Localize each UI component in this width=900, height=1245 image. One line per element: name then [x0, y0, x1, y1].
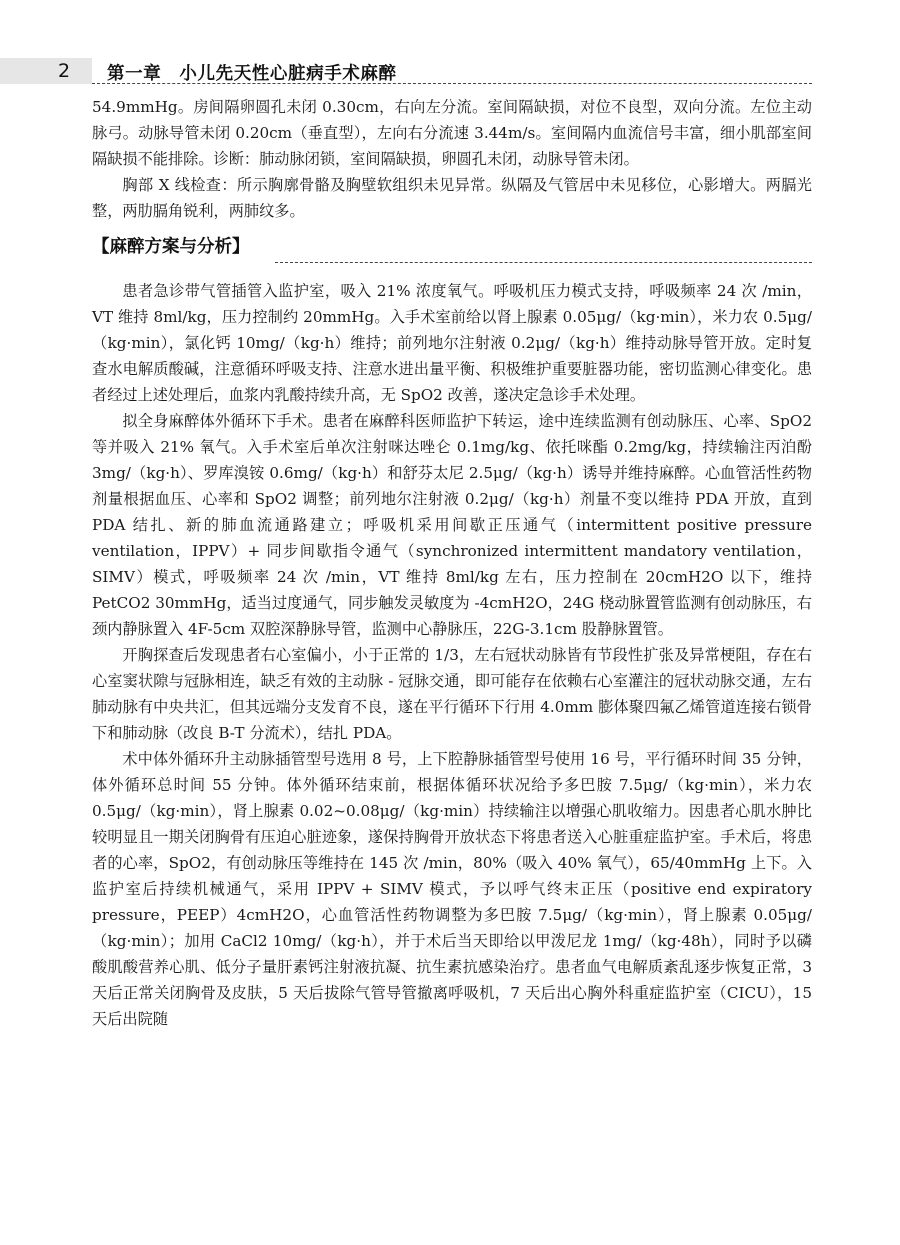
section-dashed-rule	[275, 262, 812, 263]
body-text	[92, 94, 812, 1032]
section-heading	[92, 232, 812, 264]
page-number-box	[0, 58, 92, 84]
paragraph-chest-xray: 胸部 X 线检查：所示胸廓骨骼及胸壁软组织未见异常。纵隔及气管居中未见移位，心影增大。两膈光整，两肋膈角锐利，两肺纹多。	[92, 176, 812, 220]
paragraph-echo-findings: 54.9mmHg。房间隔卵圆孔未闭 0.30cm，右向左分流。室间隔缺损，对位不良型，双向分流。左位主动脉弓。动脉导管未闭 0.20cm（垂直型），左向右分流速 3.44m/s。室间隔内血流信号丰富，细小肌部室间隔缺损不能排除。诊断：肺动脉闭锁，室间隔缺损，卵圆孔未闭，动脉导管未闭。	[92, 98, 812, 168]
paragraph-anesthesia-plan: 拟全身麻醉体外循环下手术。患者在麻醉科医师监护下转运，途中连续监测有创动脉压、心率、SpO2 等并吸入 21% 氧气。入手术室后单次注射咪达唑仑 0.1mg/kg、依托咪酯 0.2mg/kg，持续输注丙泊酚 3mg/（kg·h）、罗库溴铵 0.6mg/（kg·h）和舒芬太尼 2.5μg/（kg·h）诱导并维持麻醉。心血管活性药物剂量根据血压、心率和 SpO2 调整；前列地尔注射液 0.2μg/（kg·h）剂量不变以维持 PDA 开放，直到 PDA 结扎、新的肺血流通路建立；呼吸机采用间歇正压通气（intermittent positive pressure ventilation，IPPV）+ 同步间歇指令通气（synchronized intermittent mandatory ventilation，SIMV）模式，呼吸频率 24 次 /min，VT 维持 8ml/kg 左右，压力控制在 20cmH2O 以下，维持 PetCO2 30mmHg，适当过度通气，同步触发灵敏度为 -4cmH2O，24G 桡动脉置管监测有创动脉压，右颈内静脉置入 4F-5cm 双腔深静脉导管，监测中心静脉压，22G-3.1cm 股静脉置管。	[92, 412, 812, 638]
paragraph-preop-icu: 患者急诊带气管插管入监护室，吸入 21% 浓度氧气。呼吸机压力模式支持，呼吸频率 24 次 /min，VT 维持 8ml/kg，压力控制约 20mmHg。入手术室前给以肾上腺素 0.05μg/（kg·min），米力农 0.5μg/（kg·min），氯化钙 10mg/（kg·h）维持；前列地尔注射液 0.2μg/（kg·h）维持动脉导管开放。定时复查水电解质酸碱，注意循环呼吸支持、注意水进出量平衡、积极维护重要脏器功能，密切监测心律变化。患者经过上述处理后，血浆内乳酸持续升高，无 SpO2 改善，遂决定急诊手术处理。	[92, 282, 812, 404]
paragraph-intraop-postop: 术中体外循环升主动脉插管型号选用 8 号，上下腔静脉插管型号使用 16 号，平行循环时间 35 分钟，体外循环总时间 55 分钟。体外循环结束前，根据体循环状况给予多巴胺 7.5μg/（kg·min），米力农 0.5μg/（kg·min），肾上腺素 0.02~0.08μg/（kg·min）持续输注以增强心肌收缩力。因患者心肌水肿比较明显且一期关闭胸骨有压迫心脏迹象，遂保持胸骨开放状态下将患者送入心脏重症监护室。手术后，将患者的心率，SpO2，有创动脉压等维持在 145 次 /min，80%（吸入 40% 氧气），65/40mmHg 上下。入监护室后持续机械通气，采用 IPPV + SIMV 模式，予以呼气终末正压（positive end expiratory pressure，PEEP）4cmH2O，心血管活性药物调整为多巴胺 7.5μg/（kg·min），肾上腺素 0.05μg/（kg·min）；加用 CaCl2 10mg/（kg·h），并于术后当天即给以甲泼尼龙 1mg/（kg·48h），同时予以磷酸肌酸营养心肌、低分子量肝素钙注射液抗凝、抗生素抗感染治疗。患者血气电解质紊乱逐步恢复正常，3 天后正常关闭胸骨及皮肤，5 天后拔除气管导管撤离呼吸机，7 天后出心胸外科重症监护室（CICU），15 天后出院随	[92, 750, 812, 1028]
page-number: 2	[58, 60, 71, 82]
paragraph-surgical-findings: 开胸探查后发现患者右心室偏小，小于正常的 1/3，左右冠状动脉皆有节段性扩张及异常梗阻，存在右心室窦状隙与冠脉相连，缺乏有效的主动脉 - 冠脉交通，即可能存在依赖右心室灌注的冠状动脉交通，左右肺动脉有中央共汇，但其远端分支发育不良，遂在平行循环下行用 4.0mm 膨体聚四氟乙烯管道连接右锁骨下和肺动脉（改良 B-T 分流术），结扎 PDA。	[92, 646, 812, 742]
header-dashed-rule	[92, 83, 812, 84]
running-header	[0, 58, 812, 84]
section-heading-title: 【麻醉方案与分析】	[92, 237, 250, 257]
chapter-title: 第一章 小儿先天性心脏病手术麻醉	[107, 64, 397, 84]
